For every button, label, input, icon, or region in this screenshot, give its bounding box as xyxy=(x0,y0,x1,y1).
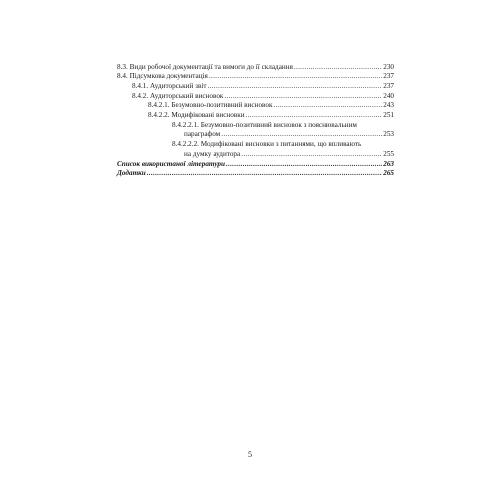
toc-entry-page: 251 xyxy=(383,111,394,119)
toc-entry-8-4-2[interactable] xyxy=(132,92,394,101)
toc-leader-dots xyxy=(226,160,382,169)
toc-leader-dots xyxy=(209,72,382,81)
toc-entry-8-4-2-2-2[interactable] xyxy=(184,150,394,159)
toc-entry-8-4-2-2-1[interactable] xyxy=(184,130,394,139)
toc-leader-dots xyxy=(224,92,382,101)
page-number: 5 xyxy=(248,450,252,459)
toc-entry-label: 8.4.2.1. Безумовно-позитивний висновок xyxy=(148,101,273,109)
toc-entry-8-4-2-2[interactable] xyxy=(148,111,394,120)
toc-entry-8-4-2-1[interactable] xyxy=(148,101,394,110)
toc-entry-8-4-2-2-1-line1[interactable]: 8.4.2.2.1. Безумовно-позитивний висновок з пояснювальним xyxy=(172,121,357,129)
toc-entry-page: 263 xyxy=(383,160,394,168)
toc-entry-8-3[interactable] xyxy=(117,63,394,72)
toc-leader-dots xyxy=(273,101,382,110)
toc-entry-references[interactable] xyxy=(117,160,394,169)
toc-entry-8-4[interactable] xyxy=(117,72,394,81)
toc-entry-label: на думку аудитора xyxy=(184,150,241,158)
toc-entry-label: 8.3. Види робочої документації та вимоги до її складання xyxy=(117,63,293,71)
toc-entry-page: 243 xyxy=(383,101,394,109)
toc-entry-page: 240 xyxy=(383,92,394,100)
toc-entry-page: 230 xyxy=(383,63,394,71)
toc-leader-dots xyxy=(294,63,382,72)
toc-entry-page: 237 xyxy=(383,72,394,80)
toc-entry-label: Список використаної літератури xyxy=(117,160,226,168)
toc-leader-dots xyxy=(246,111,383,120)
toc-entry-appendices[interactable] xyxy=(117,169,394,178)
toc-entry-label: 8.4.2.2. Модифіковані висновки xyxy=(148,111,245,119)
toc-entry-8-4-1[interactable] xyxy=(132,82,394,91)
toc-leader-dots xyxy=(147,169,382,178)
toc-entry-page: 237 xyxy=(383,82,394,90)
toc-entry-page: 265 xyxy=(383,169,394,177)
toc-entry-label: Додатки xyxy=(117,169,146,177)
toc-leader-dots xyxy=(241,150,382,159)
toc-entry-label: 8.4.1. Аудиторський звіт xyxy=(132,82,207,90)
toc-entry-page: 253 xyxy=(383,130,394,138)
toc-leader-dots xyxy=(221,130,382,139)
toc-entry-label: параграфом xyxy=(184,130,221,138)
toc-entry-page: 255 xyxy=(383,150,394,158)
toc-entry-label: 8.4. Підсумкова документація xyxy=(117,72,208,80)
toc-entry-8-4-2-2-2-line1[interactable]: 8.4.2.2.2. Модифіковані висновки з питаннями, що впливають xyxy=(172,140,362,148)
toc-entry-label: 8.4.2. Аудиторський висновок xyxy=(132,92,224,100)
toc-leader-dots xyxy=(208,82,383,91)
